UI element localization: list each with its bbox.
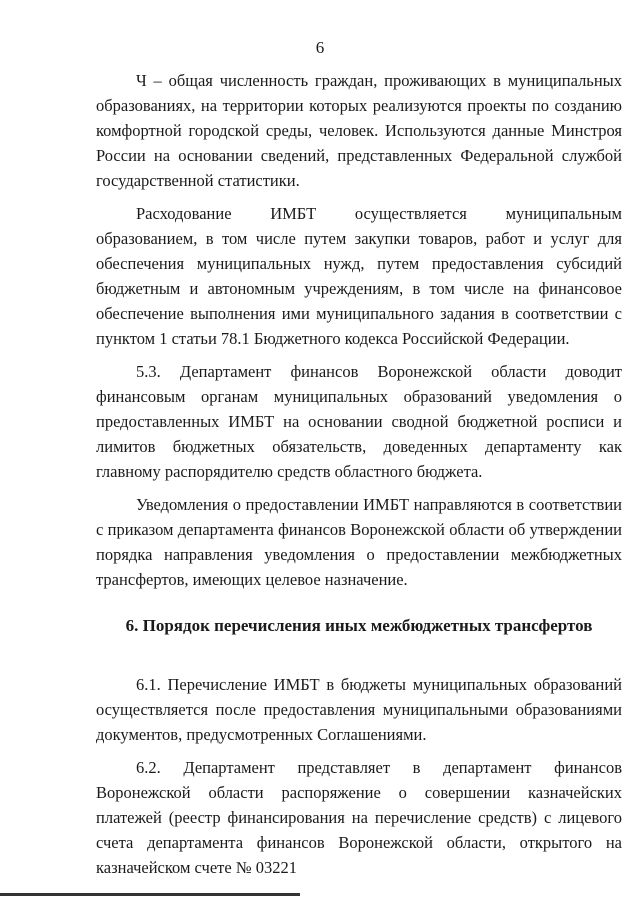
paragraph-6-1: 6.1. Перечисление ИМБТ в бюджеты муниципальных образований осуществляется после предоставления муниципальными образованиями документов, предусмотренных Соглашениями. [96, 675, 622, 744]
paragraph-notifications: Уведомления о предоставлении ИМБТ направляются в соответствии с приказом департамента финансов Воронежской области об утверждении порядка направления уведомления о предоставлении межбюджетных трансфертов, имеющих целевое назначение. [96, 495, 622, 589]
paragraph-5-3: 5.3. Департамент финансов Воронежской области доводит финансовым органам муниципальных образований уведомления о предоставленных ИМБТ на основании сводной бюджетной росписи и лимитов бюджетных обязательств, доведенных департаменту как главному распорядителю средств областного бюджета. [96, 362, 622, 481]
paragraph-definition-ch: Ч – общая численность граждан, проживающих в муниципальных образованиях, на территории которых реализуются проекты по созданию комфортной городской среды, человек. Используются данные Минстроя России на основании сведений, представленных Федеральной службой государственной статистики. [96, 71, 622, 190]
paragraph-6-2: 6.2. Департамент представляет в департамент финансов Воронежской области распоряжение о совершении казначейских платежей (реестр финансирования на перечисление средств) с лицевого счета департамента финансов Воронежской области, открытого на казначейском счете № 03221 [96, 758, 622, 877]
bottom-scan-edge-divider [0, 893, 300, 896]
section-heading: 6. Порядок перечисления иных межбюджетных трансфертов [125, 616, 593, 635]
page-number: 6 [315, 38, 325, 57]
paragraph-spending: Расходование ИМБТ осуществляется муниципальным образованием, в том числе путем закупки товаров, работ и услуг для обеспечения муниципальных нужд, путем предоставления субсидий бюджетным и автономным учреждениям, в том числе на финансовое обеспечение выполнения ими муниципального задания в соответствии с пунктом 1 статьи 78.1 Бюджетного кодекса Российской Федерации. [96, 204, 622, 348]
document-body [96, 68, 622, 888]
